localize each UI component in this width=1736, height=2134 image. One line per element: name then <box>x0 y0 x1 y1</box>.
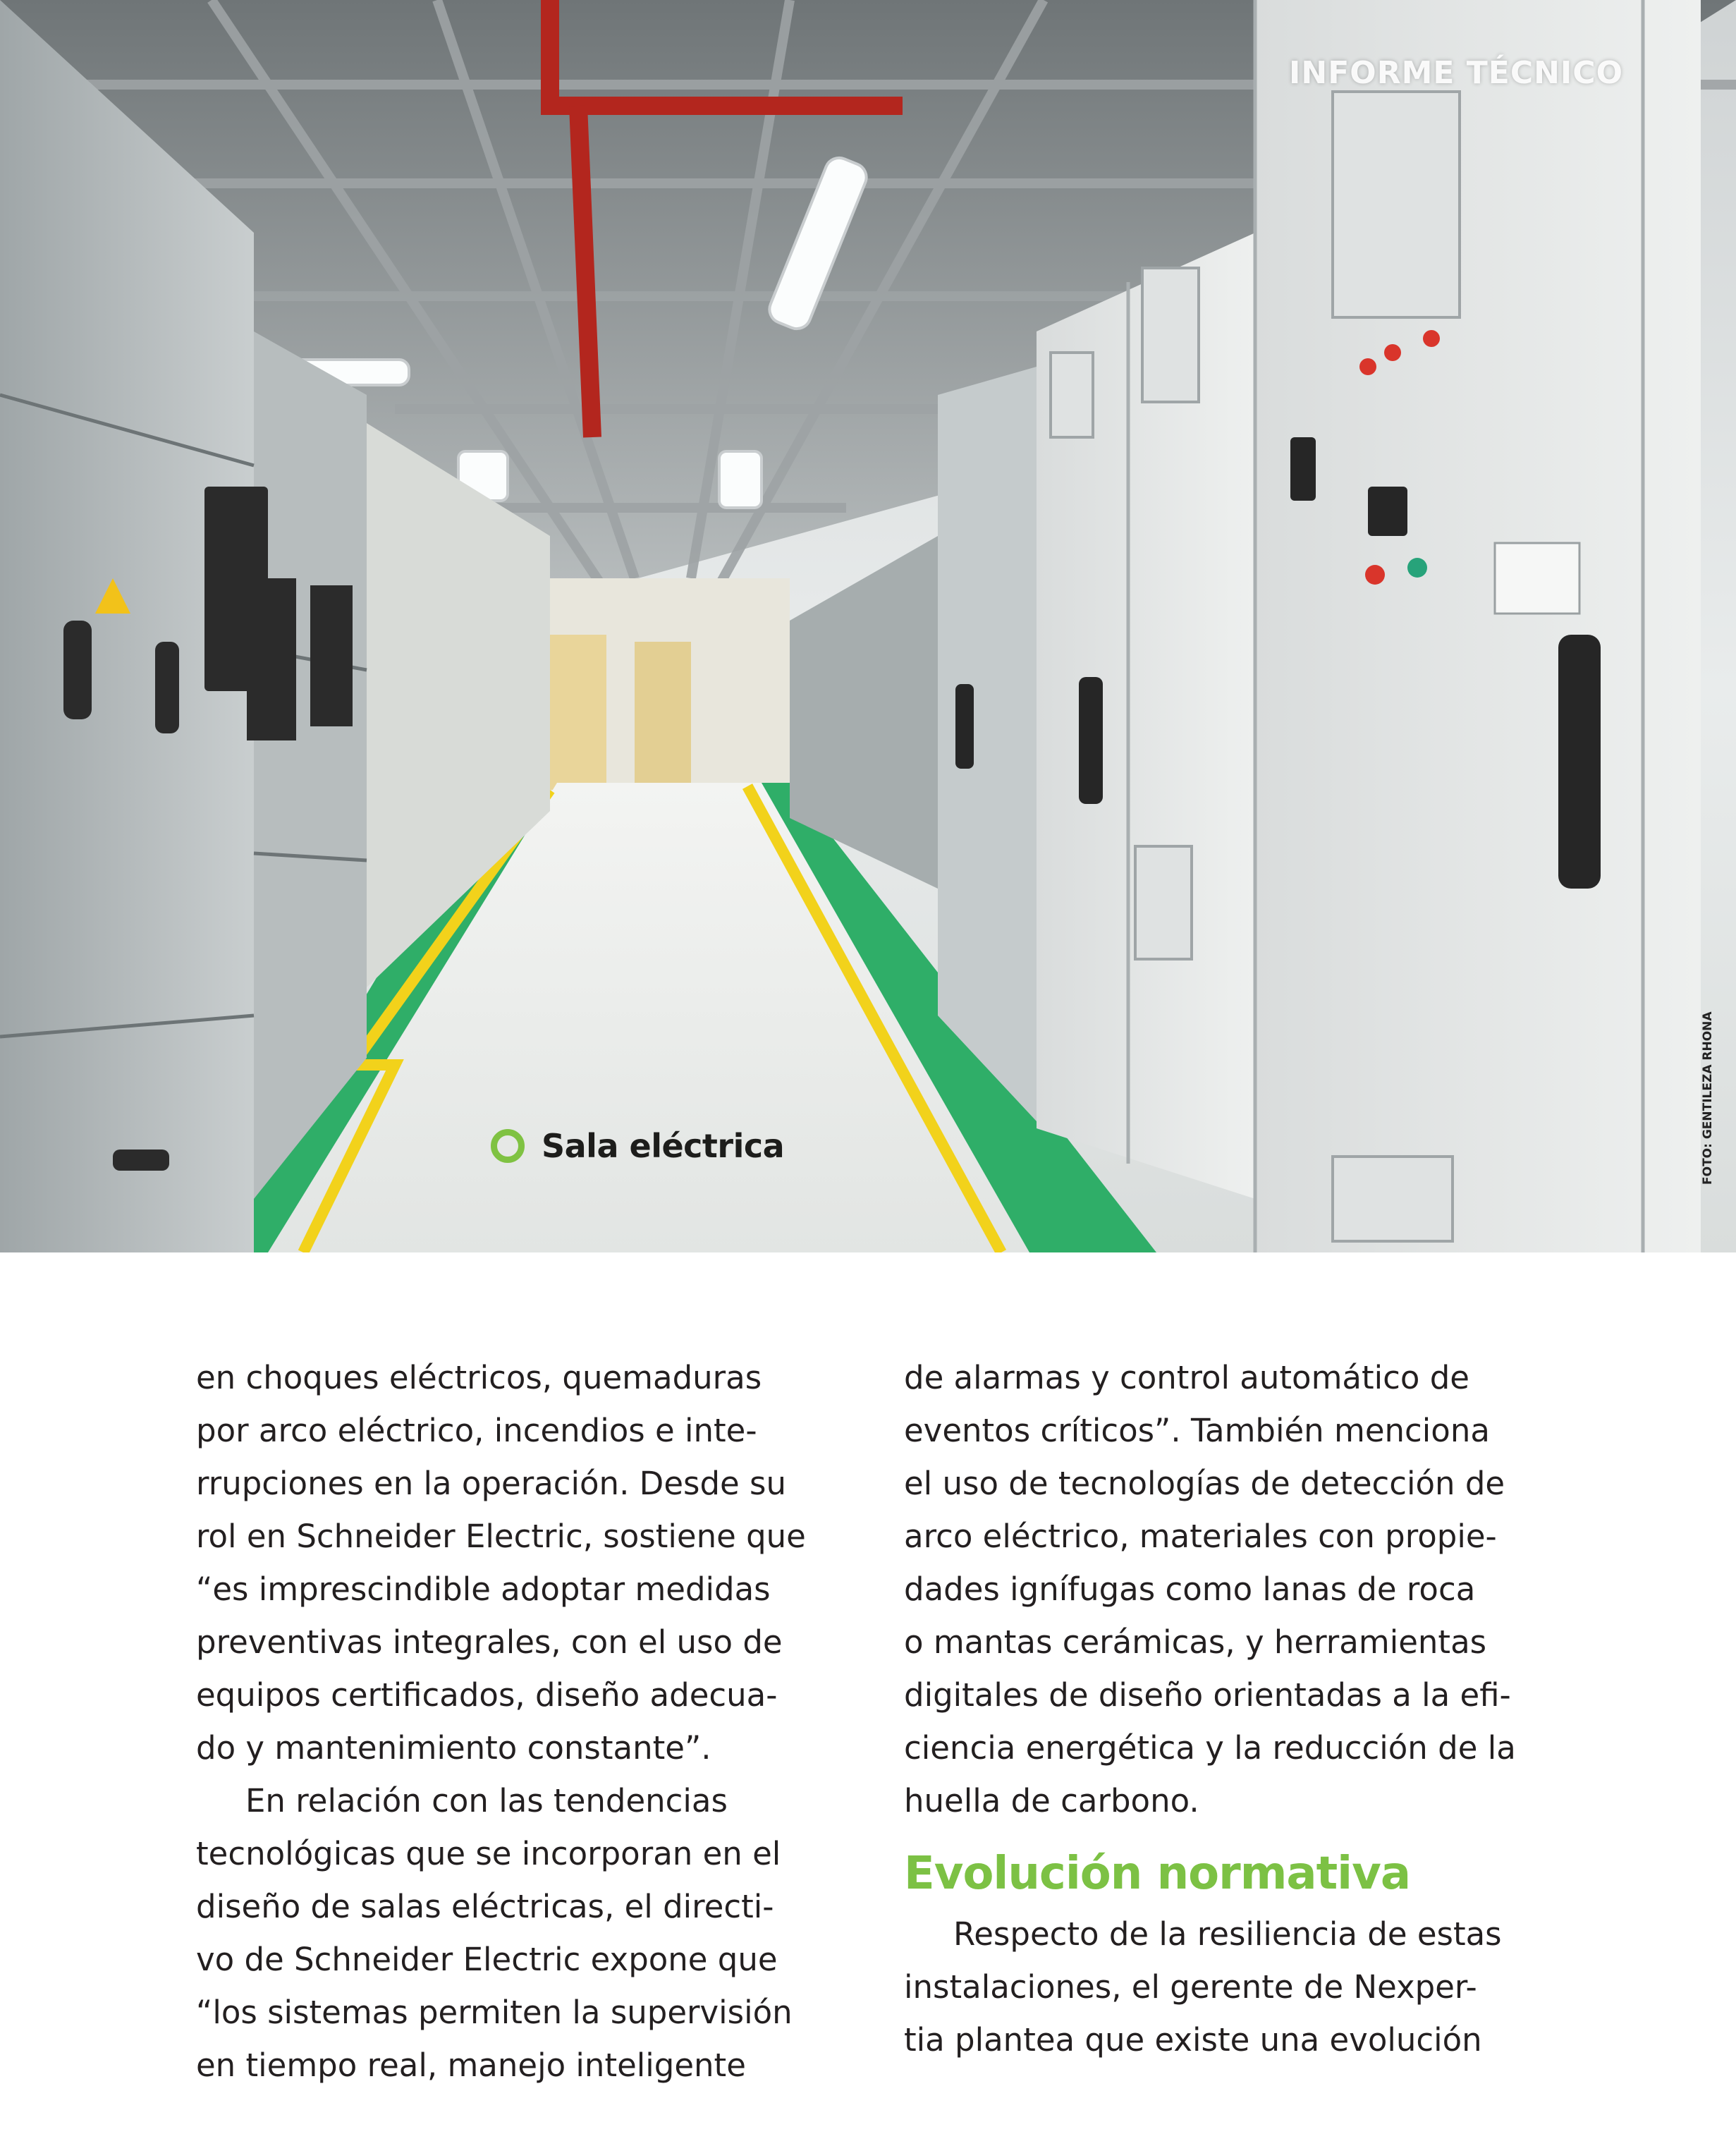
text-line: do y mantenimiento constante”. <box>196 1729 711 1767</box>
text-line: digitales de diseño orientadas a la efi- <box>904 1676 1511 1714</box>
text-line: en tiempo real, manejo inteligente <box>196 2047 746 2084</box>
text-line: el uso de tecnologías de detección de <box>904 1465 1505 1502</box>
text-line: por arco eléctrico, incendios e inte- <box>196 1412 757 1449</box>
subheading: Evolución normativa <box>904 1848 1410 1900</box>
text-line: tia plantea que existe una evolución <box>904 2021 1482 2059</box>
photo-caption <box>491 1127 784 1165</box>
text-line: “los sistemas permiten la supervisión <box>196 1994 793 2031</box>
section-tag: INFORME TÉCNICO <box>1289 55 1623 91</box>
text-line: preventivas integrales, con el uso de <box>196 1623 783 1661</box>
article-paragraph <box>904 1351 1581 1827</box>
photo-credit: FOTO: GENTILEZA RHONA <box>1701 1011 1715 1185</box>
text-line: “es imprescindible adoptar medidas <box>196 1571 771 1608</box>
text-line: en choques eléctricos, quemaduras <box>196 1359 762 1396</box>
text-line: diseño de salas eléctricas, el directi- <box>196 1888 774 1925</box>
text-line: huella de carbono. <box>904 1782 1199 1819</box>
text-line: rrupciones en la operación. Desde su <box>196 1465 786 1502</box>
article-column-right <box>904 1351 1581 2066</box>
text-line: de alarmas y control automático de <box>904 1359 1469 1396</box>
article-column-left <box>196 1351 873 2092</box>
caption-text: Sala eléctrica <box>542 1127 785 1165</box>
text-line: rol en Schneider Electric, sostiene que <box>196 1518 806 1555</box>
text-line: arco eléctrico, materiales con propie- <box>904 1518 1497 1555</box>
text-line: ciencia energética y la reducción de la <box>904 1729 1516 1767</box>
text-line: vo de Schneider Electric expone que <box>196 1941 778 1978</box>
article-paragraph <box>904 1908 1581 2066</box>
text-line: eventos críticos”. También menciona <box>904 1412 1490 1449</box>
text-line: dades ignífugas como lanas de roca <box>904 1571 1476 1608</box>
text-line: En relación con las tendencias <box>245 1782 728 1819</box>
text-line: tecnológicas que se incorporan en el <box>196 1835 781 1872</box>
text-line: equipos certificados, diseño adecua- <box>196 1676 778 1714</box>
circle-bullet-icon <box>491 1129 525 1163</box>
text-line: o mantas cerámicas, y herramientas <box>904 1623 1487 1661</box>
text-line: instalaciones, el gerente de Nexper- <box>904 1968 1477 2006</box>
text-line: Respecto de la resiliencia de estas <box>953 1915 1502 1953</box>
